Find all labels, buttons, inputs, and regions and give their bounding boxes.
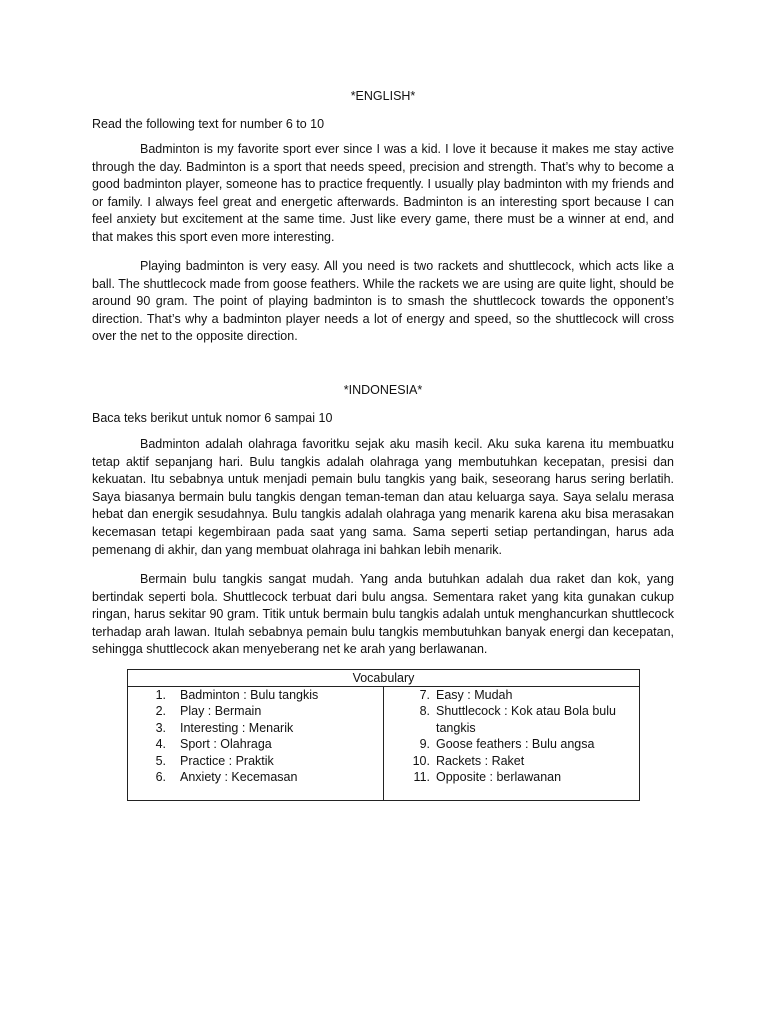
vocabulary-number: 10. <box>412 753 430 768</box>
vocabulary-term: Goose feathers : Bulu angsa <box>436 737 595 752</box>
english-paragraph-2: Playing badminton is very easy. All you need is two rackets and shuttlecock, which acts like a ball. The shuttlecock made from goose feathers. While the rackets we are using are quite light, should be around 90 gram. The point of playing badminton is to smash the shuttlecock towards the opponent’s direction. That’s why a badminton player needs a lot of energy and speed, so the shuttlecock will cross over the net to the opposite direction. <box>92 259 674 344</box>
vocabulary-item <box>128 720 383 736</box>
vocabulary-number: 8. <box>419 704 430 719</box>
vocabulary-item <box>128 753 383 769</box>
vocabulary-right-list <box>384 687 639 785</box>
vocabulary-number: 7. <box>419 688 430 702</box>
vocabulary-term: Opposite : berlawanan <box>436 770 562 785</box>
vocabulary-item <box>128 736 383 752</box>
vocabulary-item <box>128 687 383 703</box>
vocabulary-left-column <box>128 687 384 800</box>
vocabulary-term: Badminton : Bulu tangkis <box>180 688 319 702</box>
indonesia-heading: *INDONESIA* <box>343 383 423 397</box>
vocabulary-number: 1. <box>155 688 166 702</box>
vocabulary-term: Rackets : Raket <box>436 753 525 768</box>
vocabulary-item <box>384 753 639 769</box>
vocabulary-number: 2. <box>155 704 166 719</box>
vocabulary-number: 9. <box>419 737 430 752</box>
vocabulary-term: Easy : Mudah <box>436 688 513 702</box>
vocabulary-table <box>127 669 640 801</box>
vocabulary-term: Practice : Praktik <box>180 753 274 768</box>
vocabulary-term: Anxiety : Kecemasan <box>180 770 298 785</box>
vocabulary-term: Interesting : Menarik <box>180 720 294 735</box>
vocabulary-item <box>384 687 639 703</box>
vocabulary-number: 5. <box>155 753 166 768</box>
indonesia-instruction: Baca teks berikut untuk nomor 6 sampai 10 <box>92 411 333 425</box>
indonesia-paragraph-1: Badminton adalah olahraga favoritku sejak aku masih kecil. Aku suka karena itu membuatku tetap aktif sepanjang hari. Bulu tangkis adalah olahraga yang membutuhkan kecepatan, presisi dan kekuatan. Itu sebabnya untuk menjadi pemain bulu tangkis yang baik, seseorang harus sering berlatih. Saya biasanya bermain bulu tangkis dengan teman-teman dan atau keluarga saya. Saya selalu merasa hebat dan energik sesudahnya. Bulu tangkis adalah olahraga yang menarik karena aku bisa merasakan kecemasan tetapi kegembiraan pada saat yang sama. Sama seperti setiap pertandingan, harus ada pemenang di akhir, dan yang membuat olahraga ini bahkan lebih menarik. <box>92 437 674 557</box>
vocabulary-left-list <box>128 687 383 785</box>
english-heading: *ENGLISH* <box>350 89 416 103</box>
vocabulary-number: 6. <box>155 770 166 785</box>
vocabulary-number: 11. <box>413 770 430 785</box>
vocabulary-title: Vocabulary <box>128 670 639 687</box>
vocabulary-number: 4. <box>155 737 166 752</box>
vocabulary-item <box>128 769 383 785</box>
vocabulary-term: Shuttlecock : Kok atau Bola bulu tangkis <box>436 704 616 735</box>
vocabulary-term: Play : Bermain <box>180 704 262 719</box>
vocabulary-item <box>384 703 639 736</box>
vocabulary-item <box>384 769 639 785</box>
vocabulary-term: Sport : Olahraga <box>180 737 272 752</box>
vocabulary-columns <box>128 687 639 800</box>
english-instruction: Read the following text for number 6 to 10 <box>92 117 325 131</box>
vocabulary-item <box>128 703 383 719</box>
vocabulary-number: 3. <box>155 720 166 735</box>
english-paragraph-1: Badminton is my favorite sport ever since I was a kid. I love it because it makes me stay active through the day. Badminton is a sport that needs speed, precision and strength. That’s why to become a good badminton player, someone has to practice frequently. I usually play badminton with my friends and or family. I always feel great and energetic afterwards. Badminton is an interesting sport because I can feel anxiety but excitement at the same time. Just like every game, there must be a winner at end, and that makes this sport even more interesting. <box>92 142 674 244</box>
indonesia-paragraph-2: Bermain bulu tangkis sangat mudah. Yang anda butuhkan adalah dua raket dan kok, yang bertindak seperti bola. Shuttlecock terbuat dari bulu angsa. Sementara raket yang kita gunakan cukup ringan, harus sekitar 90 gram. Titik untuk bermain bulu tangkis adalah untuk menghancurkan shuttlecock terhadap arah lawan. Itulah sebabnya pemain bulu tangkis membutuhkan banyak energi dan kecepatan, sehingga shuttlecock akan menyeberang net ke arah yang berlawanan. <box>92 572 674 657</box>
vocabulary-item <box>384 736 639 752</box>
vocabulary-right-column <box>384 687 639 800</box>
